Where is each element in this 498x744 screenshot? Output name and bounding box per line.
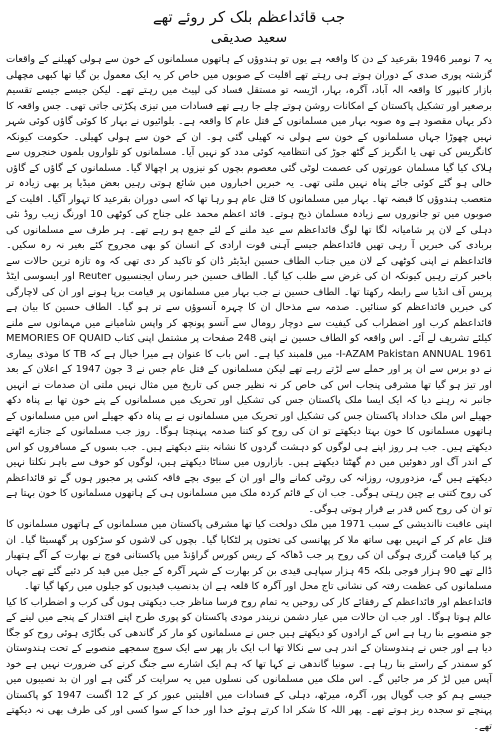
article-title: جب قائداعظم بلک کر روئے تھے (152, 8, 346, 26)
article-body (6, 52, 492, 734)
article-paragraph: اپنی عاقبت نااندیشی کے سبب 1971 میں ملک دولخت کیا تھا مشرقی پاکستان میں مسلمانوں کے ہاتھوں مسلمانوں کا قتل عام کر کے انہیں بھی ساتھ ملا کر پھانسی کی تختوں پر لٹکایا گیا۔ بچوں کی لاشوں کو سڑکوں پر گھسیٹا گیا۔ ان پر کیا قیامت گزری ہوگی ان کی روح پر جب ڈھاکہ کے ریس کورس گراؤنڈ میں پاکستانی فوج نے بھارت کے آگے ہتھیار ڈالے تھے 90 ہزار فوجی بلکہ 45 ہزار سپاہی قیدی بن کر بھارت کے شہر آگرہ کے جیل میں قید کر دئیے گئے تھے جہاں مسلمانوں کی عظمت رفتہ کی نشانی تاج محل اور آگرہ کا قلعہ ہے ان بدنصیب قیدیوں کو جیلوں میں رکھا گیا تھا۔ (6, 519, 492, 592)
article-author: سعید صدیقی (210, 30, 288, 46)
article-paragraph: قائداعظم اور قائداعظم کے رفقائے کار کی روحیں یہ تمام روح فرسا مناظر جب دیکھتی ہوں گی کرب و اضطراب کا کیا عالم ہوتا ہوگا۔ اور جب ان حالات میں عیار دشمن نریندر مودی پاکستان کو پوری طرح اپنے اقتدار کے پنجے میں لینے کے جو منصوبے بنا رہا ہے اس کے ارادوں کو دیکھتے ہیں جس نے مسلمانوں کو مار کر گاندھی کی بگاڑی ہوئی روح کو جگا دیا ہے اور جس نے ہندوستان کے اندر ہی سے نکالا تھا اب ایک بار پھر سے ایک سوچ سمجھے منصوبے کے تحت ہندوستان کو سمندر کے راستے بنا رہا ہے۔ سونیا گاندھی نے کہا تھا کہ ہم ایک اشارے سے جنگ کرنے کی ضرورت نہیں ہے خود آپس میں لڑ کر مر جائیں گے۔ اس ملک میں مسلمانوں کی نسلوں میں یہ سرایت کر گئی ہے اور ان بد نصیبوں میں جیسے ہم کو جب گوپال پور، آگرہ، میرٹھ، دہلی کے فسادات میں اقلیتیں عبور کر کے 12 اگست 1947 کو پاکستان پہنچے تو سجدہ ریز ہوتے تھے۔ پھر اللہ کا شکر ادا کرتے ہوئے خدا اور خدا کے سوا کسی اور کی طرف بھی نہ دیکھتے تھے۔ (6, 596, 493, 732)
article-paragraph: یہ 7 نومبر 1946 بقرعید کے دن کا واقعہ ہے یوں تو ہندوؤں کے ہاتھوں مسلمانوں کے خون سے ہولی کھیلنے کے واقعات گزشتہ پوری صدی کے دوران ہوتے ہی رہتے تھے اقلیت کے صوبوں میں خاص کر یہ ایک معمول بن گیا تھا کبھی مچھلی بازار کانپور کا واقعہ الہ آباد، آگرہ، بہار، اڑیسہ تو مستقل فساد کی لپیٹ میں رہتے تھے۔ لیکن جیسے جیسے تقسیم برصغیر اور تشکیل پاکستان کے امکانات روشن ہوتے چلے جا رہے تھے فسادات میں تیزی پکڑتی جاتی تھی۔ جس واقعہ کا ذکر یہاں مقصود ہے وہ صوبہ بہار میں مسلمانوں کے قتل عام کا واقعہ ہے۔ بلوائیوں نے بہار کا کوئی گاؤں کوئی شہر نہیں چھوڑا جہاں مسلمانوں کے خون سے ہولی نہ کھیلی گئی ہو۔ ان کے خون سے ہولی کھیلی۔ حکومت کیونکہ کانگریس کی تھی یا انگریز کے گٹھ جوڑ کی انتظامیہ کوئی مدد کو نہیں آیا۔ مسلمانوں کو تلواروں بلموں خنجروں سے ہلاک کیا گیا مسلمان عورتوں کی عصمت لوٹی گئی معصوم بچوں کو نیزوں پر اچھالا گیا۔ مسلمانوں کے گاؤں کے گاؤں خالی ہو گئے کوئی جائے پناہ نہیں ملتی تھی۔ یہ خبریں اخباروں میں شائع ہوتی رہیں بعض میڈیا پر بھی زیادہ تر متعصب ہندوؤں کا قبضہ تھا۔ بہار میں مسلمانوں کا قتل عام ہو رہا تھا کہ اسی دوران بقرعید کا تہوار آگیا۔ اقلیت کے صوبوں میں تو جانوروں سے زیادہ مسلمان ذبح ہوتے۔ قائد اعظم محمد علی جناح کی کوٹھی 10 اورنگ زیب روڈ نئی دہلی کے لان پر شامیانہ لگا تھا لوگ قائداعظم سے عید ملنے کے لئے جمع ہو رہے تھے۔ ہر طرف سے مسلمانوں کی بربادی کی خبریں آ رہی تھیں قائداعظم جیسے آہنی قوت ارادی کے انسان کو بھی مجروح کئے بغیر نہ رہ سکیں۔ قائداعظم نے اپنی کوٹھی کے لان میں جناب الطاف حسین ایڈیٹر ڈان کو تاکید کر دی تھی کہ وہ تازہ ترین حالات سے باخبر کرتے رہیں کیونکہ ان کی غرض سے طلب کیا گیا۔ الطاف حسین خبر رساں ایجنسیوں Reuter اور ایسوسی ایٹڈ پریس آف انڈیا سے رابطہ رکھتا تھا۔ الطاف حسین نے جب بہار میں مسلمانوں پر قیامت برپا ہونے اور ان کی لاچارگی کی خبریں قائداعظم کو سنائیں۔ صدمہ سے مذحال ان کا چہرہ آنسوؤں سے تر ہو گیا۔ الطاف حسین کا بیان ہے قائداعظم کرب اور اضطراب کی کیفیت سے دوچار رومال سے آنسو پونچھ کر واپس شامیانے میں مہمانوں سے ملنے کیلئے تشریف لے آئے۔ اس واقعہ کو الطاف حسین نے اپنی 248 صفحات پر مشتمل اپنی کتاب MEMORIES OF QUAID -I-AZAM Pakistan ANNUAL 1961 میں قلمبند کیا ہے۔ اس باب کا عنوان ہے میرا خیال ہے کہ TB کا موذی بیماری نے دو برس سے ان پر اور حملے سے لڑتے رہے تھے لیکن مسلمانوں کے قتل عام جس نے 3 جون 1947 کے اعلان کے بعد اور تیز ہو گیا تھا مشرقی پنجاب اس کی خاص کر نہ نظیر جس کی تاریخ میں مثال نہیں ملتی ان صدمات نے انہیں جانبر نہ رہنے دیا کہ ایک ایسا ملک پاکستان جس کی تشکیل اور تحریک میں مسلمانوں کے پنے خون تھا بے پناہ دکھ جھیلے اس ملک خداداد پاکستان جس کی تشکیل اور تحریک میں مسلمانوں نے بے پناہ دکھ جھیلے اس میں مسلمانوں کے ہاتھوں مسلمانوں کا خون بہتا دیکھتے تو ان کی روح کو کتنا صدمہ پہنچتا ہوگا۔ روز جب مسلمانوں کے جنازے اٹھتے دیکھتے ہیں۔ جب ہر روز اپنے ہی لوگوں کو دہشت گردوں کا نشانہ بنتے دیکھتے ہیں۔ جب بسوں کے مسافروں کو اس کے اندر آگ اور دھوئیں میں دم گھٹتا دیکھتے ہیں۔ بازاروں میں سناٹا دیکھتے ہیں، لوگوں کو خوف سے باہر نکلتا نہیں دیکھتے ہیں گے، مزدوروں، روزانہ کی روٹی کمانے والے اور ان کے بیوی بچے فاقہ کشی پر مجبور ہوں گے تو قائداعظم کی روح کتنی بے چین رہتی ہوگی۔ جب ان کے قائم کردہ ملک میں مسلمانوں ہی کے ہاتھوں مسلمانوں کا خون بہتا ہے تو ان کی روح کس قدر بے قرار ہوتی ہوگی۔ (6, 54, 492, 515)
